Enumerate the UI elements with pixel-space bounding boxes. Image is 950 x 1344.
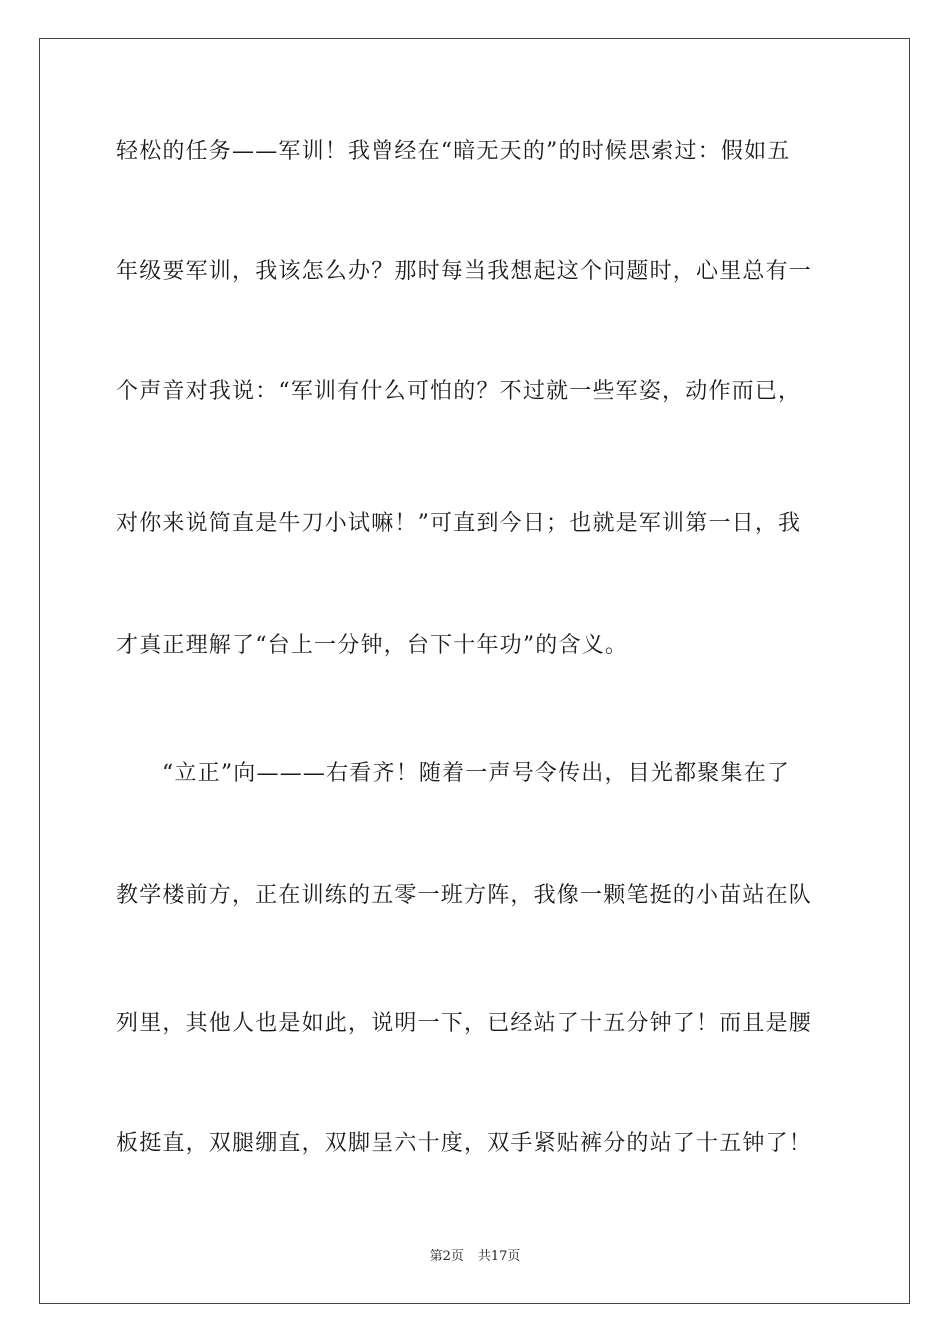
text-line-5: 才真正理解了“台上一分钟，台下十年功”的含义。 xyxy=(116,633,629,658)
text-line-3: 个声音对我说：“军训有什么可怕的？不过就一些军姿，动作而已， xyxy=(116,379,802,404)
page-frame xyxy=(39,38,910,1304)
text-line-8: 列里，其他人也是如此，说明一下，已经站了十五分钟了！而且是腰 xyxy=(116,1011,813,1036)
page-footer xyxy=(0,1248,950,1266)
page-number: 第2页 xyxy=(429,1249,464,1264)
text-line-2: 年级要军训，我该怎么办？那时每当我想起这个问题时，心里总有一 xyxy=(116,259,813,284)
text-line-9: 板挺直，双腿绷直，双脚呈六十度，双手紧贴裤分的站了十五钟了！ xyxy=(116,1131,813,1156)
text-line-4: 对你来说简直是牛刀小试嘛！”可直到今日；也就是军训第一日，我 xyxy=(116,511,802,536)
text-line-1: 轻松的任务——军训！我曾经在“暗无天的”的时候思索过：假如五 xyxy=(116,139,791,164)
total-pages: 共17页 xyxy=(477,1249,521,1264)
text-line-7: 教学楼前方，正在训练的五零一班方阵，我像一颗笔挺的小苗站在队 xyxy=(116,883,813,908)
paragraph-start-line: “立正”向———右看齐！随着一声号令传出，目光都聚集在了 xyxy=(162,761,791,786)
